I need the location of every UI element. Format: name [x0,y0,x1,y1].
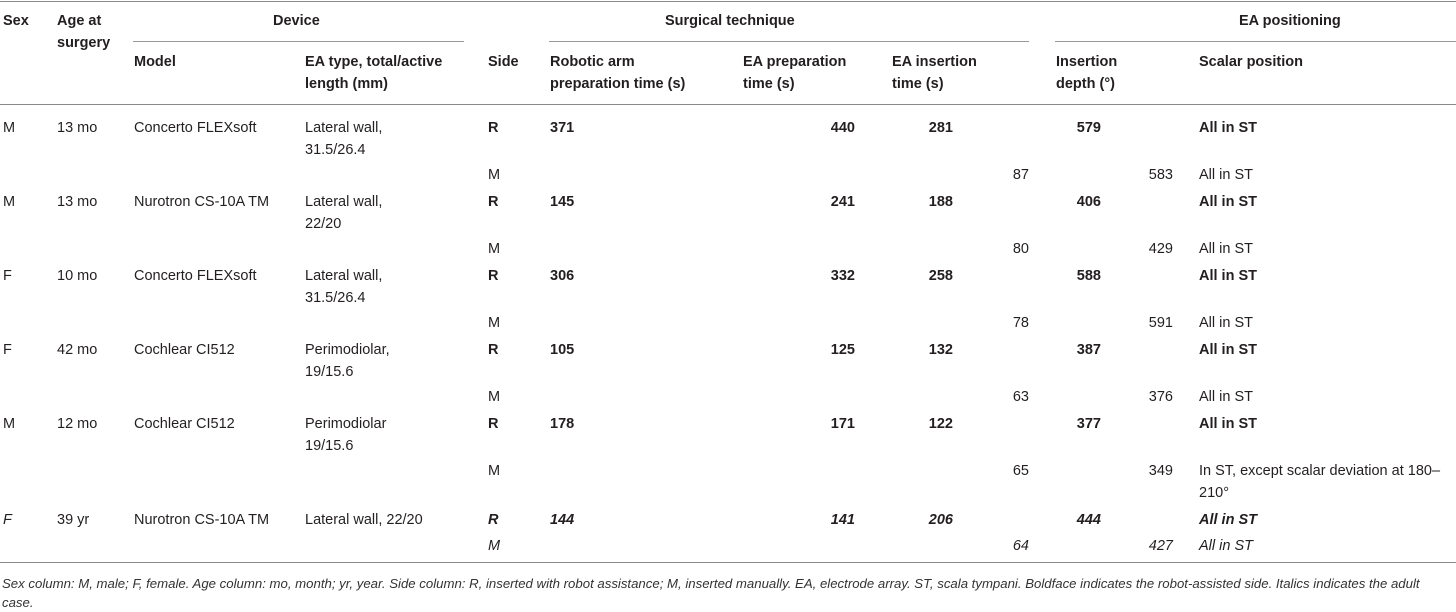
age-cell: 42 mo [57,342,98,358]
ea-insert-cell: 122 [928,416,953,432]
ea-prep-cell: 171 [830,416,855,432]
device-group-rule [133,41,464,42]
ea-insert-cell: 281 [928,120,953,136]
ea-prep-cell: 241 [830,194,855,210]
ea-insert-cell: 206 [928,512,953,528]
header-surgical: Surgical technique [665,13,795,29]
header-robotic-prep: Robotic arm preparation time (s) [550,54,686,92]
header-ea-positioning: EA positioning [1239,13,1341,29]
scalar-position-cell: All in ST [1199,315,1253,331]
age-cell: 10 mo [57,268,98,284]
scalar-position-cell: All in ST [1199,389,1253,405]
scalar-position-cell: All in ST [1199,241,1253,257]
ea-prep-cell: 141 [830,512,855,528]
header-bottom-rule [0,104,1456,105]
header-age: Age at surgery [57,13,111,51]
side-cell: R [488,268,499,284]
ea-insert-cell: 65 [1012,463,1029,479]
header-insertion-depth: Insertion depth (°) [1056,54,1118,92]
scalar-position-cell: All in ST [1199,342,1257,358]
ea-insert-cell: 63 [1012,389,1029,405]
scalar-position-cell: All in ST [1199,120,1257,136]
header-sex: Sex [3,13,29,29]
ea-pos-group-rule [1055,41,1456,42]
insertion-depth-cell: 377 [1076,416,1101,432]
robotic-prep-cell: 145 [550,194,575,210]
model-cell: Cochlear CI512 [134,416,235,432]
model-cell: Cochlear CI512 [134,342,235,358]
model-cell: Nurotron CS-10A TM [134,512,270,528]
ea-type-cell: Perimodiolar 19/15.6 [305,416,387,454]
scalar-position-cell: All in ST [1199,416,1257,432]
insertion-depth-cell: 387 [1076,342,1101,358]
insertion-depth-cell: 591 [1148,315,1173,331]
ea-prep-cell: 125 [830,342,855,358]
robotic-prep-cell: 105 [550,342,575,358]
side-cell: M [488,389,501,405]
sex-cell: F [3,512,12,528]
insertion-depth-cell: 429 [1148,241,1173,257]
side-cell: M [488,241,501,257]
side-cell: R [488,194,499,210]
ea-type-cell: Perimodiolar, 19/15.6 [305,342,390,380]
scalar-position-cell: All in ST [1199,167,1253,183]
scalar-position-cell: All in ST [1199,512,1257,528]
bottom-rule [0,562,1456,563]
ea-type-cell: Lateral wall, 31.5/26.4 [305,120,383,158]
side-cell: R [488,120,499,136]
sex-cell: F [3,268,12,284]
robotic-prep-cell: 306 [550,268,575,284]
ea-insert-cell: 188 [928,194,953,210]
insertion-depth-cell: 588 [1076,268,1101,284]
insertion-depth-cell: 444 [1076,512,1101,528]
insertion-depth-cell: 583 [1148,167,1173,183]
sex-cell: F [3,342,12,358]
sex-cell: M [3,416,16,432]
age-cell: 39 yr [57,512,90,528]
header-scalar-position: Scalar position [1199,54,1303,70]
surgical-group-rule [549,41,1029,42]
scalar-position-cell: All in ST [1199,194,1257,210]
insertion-depth-cell: 579 [1076,120,1101,136]
side-cell: M [488,315,501,331]
model-cell: Concerto FLEXsoft [134,120,257,136]
scalar-position-cell: All in ST [1199,268,1257,284]
header-device: Device [273,13,320,29]
top-rule [0,1,1456,2]
header-ea-insert: EA insertion time (s) [892,54,977,92]
header-ea-prep: EA preparation time (s) [743,54,847,92]
insertion-depth-cell: 406 [1076,194,1101,210]
ea-type-cell: Lateral wall, 22/20 [305,512,423,528]
insertion-depth-cell: 376 [1148,389,1173,405]
ea-prep-cell: 332 [830,268,855,284]
ea-type-cell: Lateral wall, 22/20 [305,194,383,232]
age-cell: 13 mo [57,194,98,210]
scalar-position-cell: In ST, except scalar deviation at 180–210° [1199,463,1441,501]
side-cell: R [488,416,499,432]
header-ea-type: EA type, total/active length (mm) [305,54,443,92]
ea-insert-cell: 87 [1012,167,1029,183]
model-cell: Nurotron CS-10A TM [134,194,270,210]
side-cell: M [488,167,501,183]
header-model: Model [134,54,176,70]
insertion-depth-cell: 427 [1148,538,1173,554]
side-cell: R [488,512,499,528]
side-cell: R [488,342,499,358]
ea-insert-cell: 64 [1012,538,1029,554]
ea-insert-cell: 258 [928,268,953,284]
sex-cell: M [3,120,16,136]
side-cell: M [488,463,501,479]
insertion-depth-cell: 349 [1148,463,1173,479]
ea-prep-cell: 440 [830,120,855,136]
ea-insert-cell: 78 [1012,315,1029,331]
ea-type-cell: Lateral wall, 31.5/26.4 [305,268,383,306]
ea-insert-cell: 80 [1012,241,1029,257]
robotic-prep-cell: 371 [550,120,575,136]
age-cell: 13 mo [57,120,98,136]
robotic-prep-cell: 178 [550,416,575,432]
table-footnote: Sex column: M, male; F, female. Age column: mo, month; yr, year. Side column: R, inserted with robot assistance; M, inserted manually. EA, electrode array. ST, scala tympani. Boldface indicates the robot-assisted side. Italics indicates the adult case. [2,576,1420,610]
robotic-prep-cell: 144 [550,512,575,528]
sex-cell: M [3,194,16,210]
model-cell: Concerto FLEXsoft [134,268,257,284]
header-side: Side [488,54,519,70]
ea-insert-cell: 132 [928,342,953,358]
side-cell: M [488,538,501,554]
age-cell: 12 mo [57,416,98,432]
scalar-position-cell: All in ST [1199,538,1253,554]
